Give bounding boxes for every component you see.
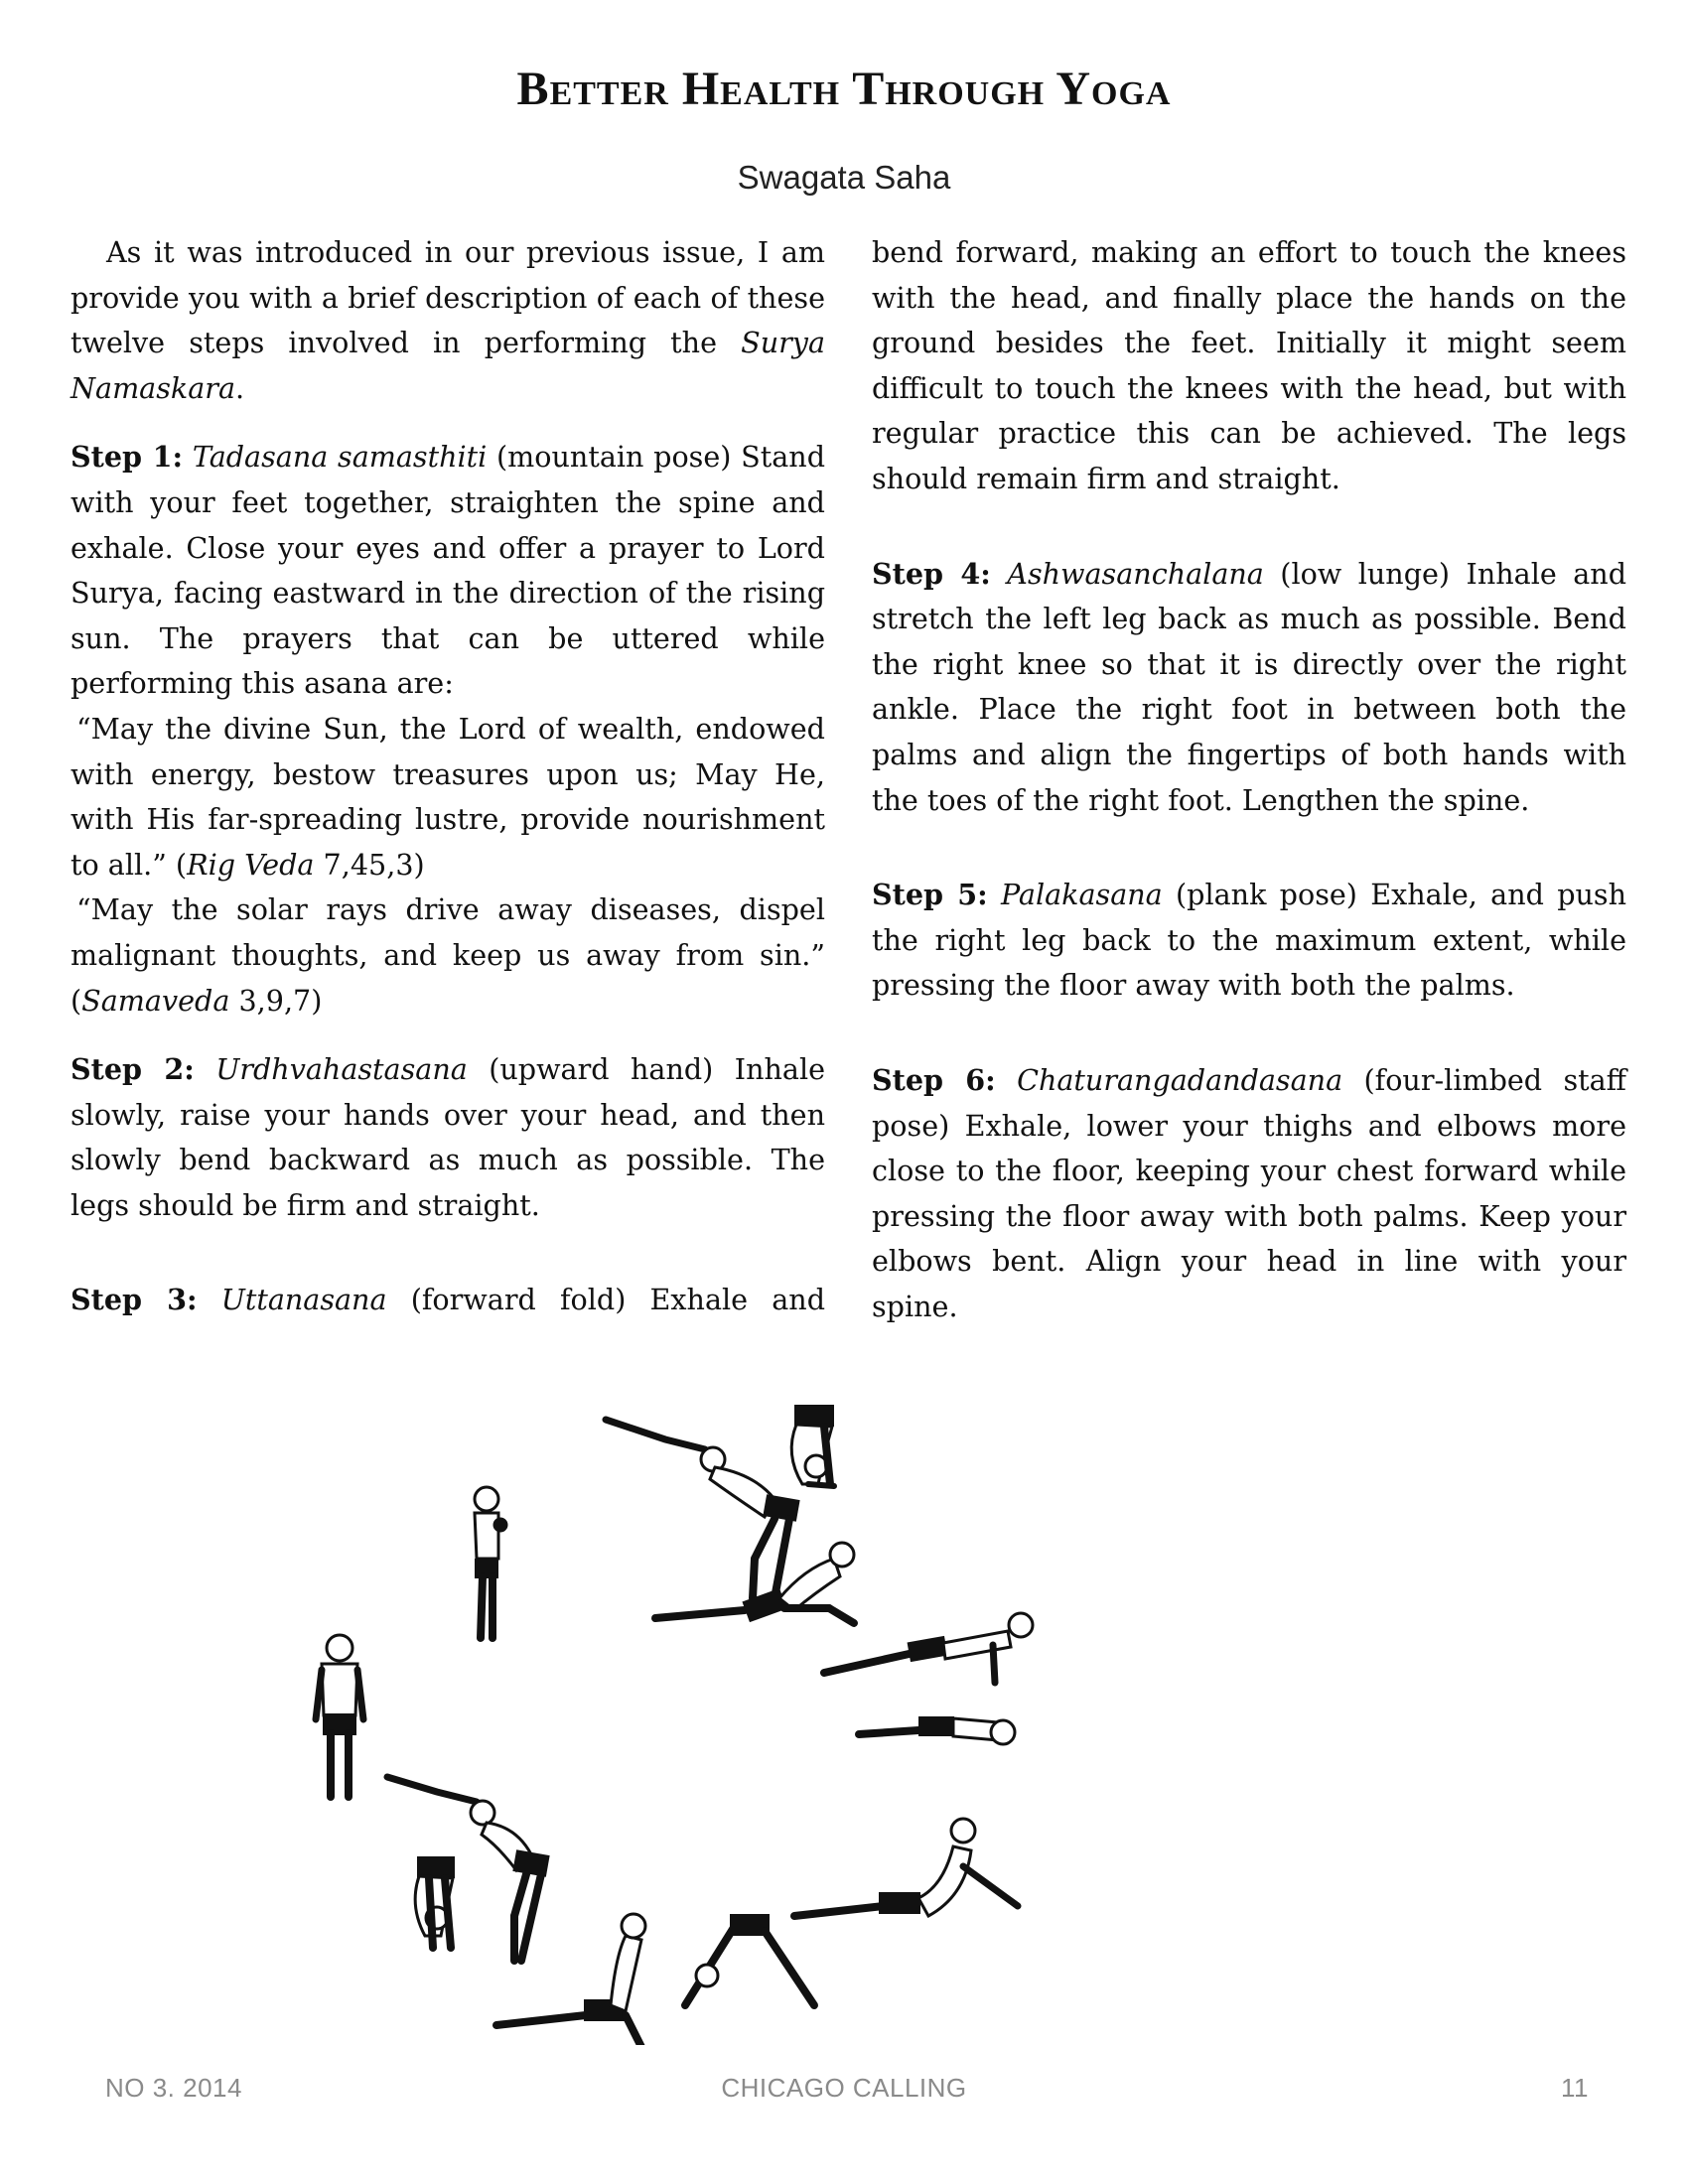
- step-6-text: (four-limbed staff pose) Exhale, lower your thighs and elbows more close to the floor, keeping your chest forward while pressing the floor away with both palms. Keep your elbows bent. Align your head in line with your spine.: [872, 1062, 1626, 1323]
- step-6-label: Step 6:: [872, 1062, 996, 1097]
- step-4-pose-name: Ashwasanchalana: [1007, 556, 1264, 591]
- step-1-text: (mountain pose) Stand with your feet together, straighten the spine and exhale. Close your eyes and offer a prayer to Lord Surya, facing eastward in the direction of the rising sun. The prayers that can be uttered while performing this asana are:: [70, 440, 826, 701]
- step-5-pose-name: Palakasana: [1000, 878, 1163, 912]
- pose-standing-front: [316, 1635, 363, 1797]
- step-2-pose-name: Urdhvahastasana: [215, 1052, 468, 1087]
- pose-chaturanga: [859, 1716, 1015, 1744]
- step-4-label: Step 4:: [872, 556, 991, 591]
- step-1-paragraph: [70, 435, 825, 707]
- pose-backbend-lower: [387, 1777, 550, 1961]
- intro-paragraph: [70, 230, 825, 411]
- left-column: [70, 230, 825, 1323]
- right-column: [872, 230, 1626, 1329]
- quote-rig-veda: [70, 707, 825, 887]
- step-3-continued: bend forward, making an effort to touch the knees with the head, and finally place the hands on the ground besides the feet. Initially it might seem difficult to touch the knees with the head, but with regular practice this can be achieved. The legs should remain firm and straight.: [872, 235, 1626, 495]
- quote-2-source: Samaveda: [81, 983, 230, 1018]
- surya-namaskara-illustration: [288, 1390, 1400, 2045]
- pose-prayer: [475, 1487, 507, 1638]
- step-5-paragraph: [872, 873, 1626, 1009]
- step-3-text: (forward fold) Exhale and: [386, 1283, 826, 1317]
- intro-text: As it was introduced in our previous issue, I am provide you with a brief description of each of these twelve steps involved in performing the: [70, 235, 825, 360]
- footer-publication: CHICAGO CALLING: [721, 2073, 967, 2103]
- step-5-text: (plank pose) Exhale, and push the right leg back to the maximum extent, while pressing the floor away with both the palms.: [872, 878, 1627, 1003]
- step-3-pose-name: Uttanasana: [220, 1283, 387, 1317]
- step-2-paragraph: [70, 1047, 825, 1228]
- quote-1-ref: 7,45,3): [314, 847, 425, 882]
- pose-cobra: [794, 1819, 1018, 1916]
- step-3-paragraph: [70, 1278, 825, 1323]
- intro-end: .: [235, 370, 245, 405]
- pose-lunge-lower: [496, 1914, 645, 2045]
- article-title: Better Health Through Yoga: [516, 63, 1172, 115]
- step-1-pose-name: Tadasana samasthiti: [192, 440, 488, 475]
- intro-emphasis: Surya Namaskara: [70, 326, 825, 405]
- footer-issue: NO 3. 2014: [105, 2073, 242, 2103]
- step-2-label: Step 2:: [70, 1052, 195, 1087]
- quote-2-ref: 3,9,7): [229, 983, 323, 1018]
- step-4-text: (low lunge) Inhale and stretch the left leg back as much as possible. Bend the right knee so that it is directly over the right ankle. Place the right foot in between both the palms and align the fingertips of both hands with the toes of the right foot. Lengthen the spine.: [872, 556, 1627, 817]
- quote-1-source: Rig Veda: [187, 847, 315, 882]
- footer-page-number: 11: [1561, 2073, 1589, 2103]
- article-author: Swagata Saha: [737, 159, 951, 196]
- quote-2-text: “May the solar rays drive away diseases, dispel malignant thoughts, and keep us away from sin.” (: [70, 892, 825, 1018]
- step-2-text: (upward hand) Inhale slowly, raise your hands over your head, and then slowly bend backward as much as possible. The legs should be firm and straight.: [70, 1052, 826, 1222]
- step-5-label: Step 5:: [872, 878, 988, 912]
- pose-downward-dog: [685, 1914, 814, 2005]
- step-6-pose-name: Chaturangadandasana: [1017, 1062, 1343, 1097]
- pose-forward-fold-bottom: [415, 1856, 455, 1948]
- quote-samaveda: [70, 887, 825, 1024]
- pose-forward-fold-top: [791, 1405, 834, 1486]
- step-4-paragraph: [872, 552, 1626, 824]
- step-1-label: Step 1:: [70, 440, 184, 475]
- quote-1-text: “May the divine Sun, the Lord of wealth, endowed with energy, bestow treasures upon us; May He, with His far-spreading lustre, provide nourishment to all.” (: [70, 711, 825, 882]
- step-3-label: Step 3:: [70, 1283, 198, 1317]
- step-6-paragraph: [872, 1058, 1626, 1330]
- pose-backbend-upper: [606, 1420, 800, 1598]
